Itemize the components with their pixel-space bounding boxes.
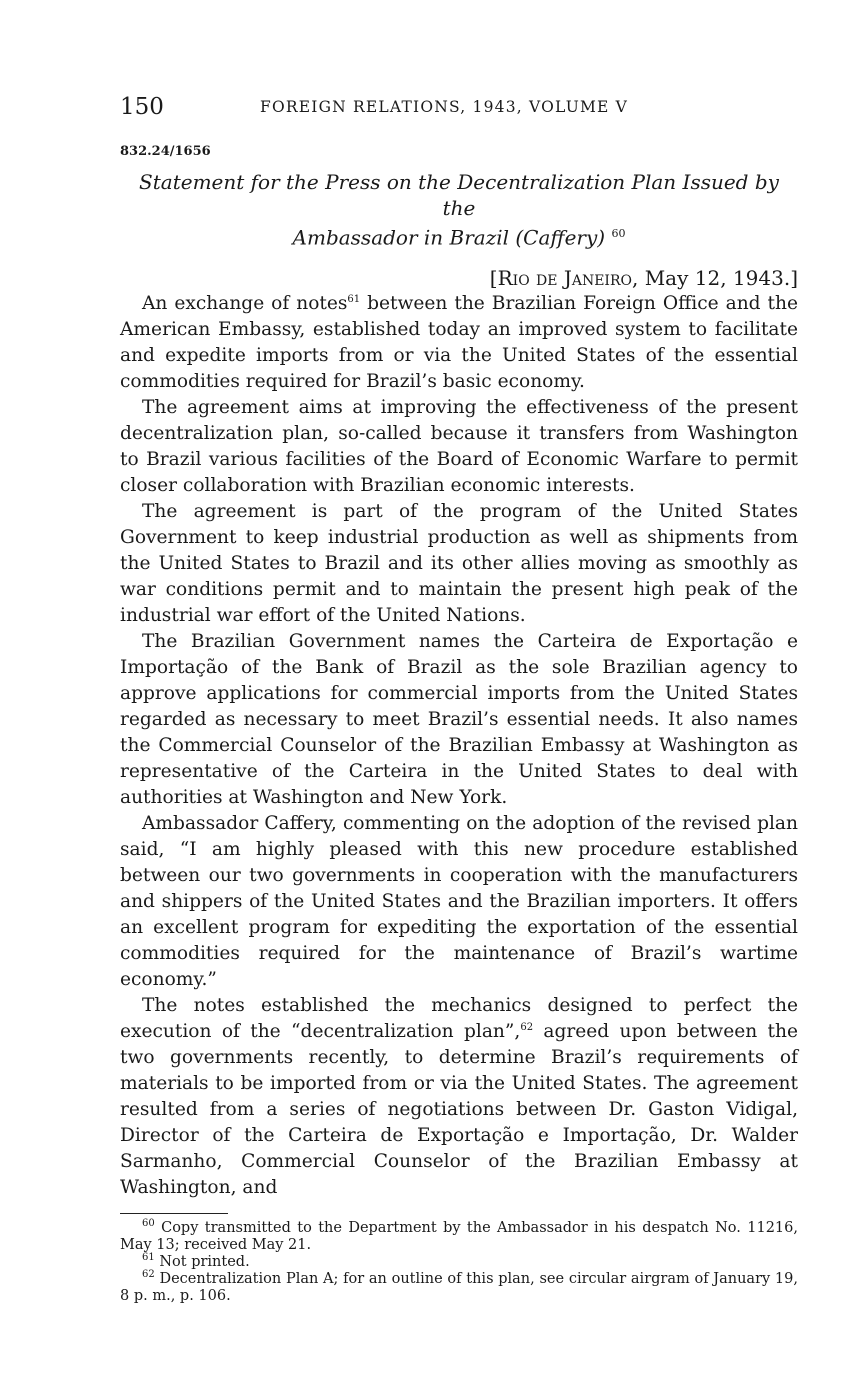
page-header [120, 92, 798, 122]
footnote-number: 62 [142, 1268, 155, 1280]
footnote-ref: 60 [611, 227, 626, 240]
footnote-number: 60 [142, 1217, 155, 1229]
document-title [120, 169, 798, 251]
footnote: $^{60}$ Copy transmitted to the Department by the Ambassador in his despatch No. 11216, May 13; received May 21. [120, 1217, 798, 1253]
paragraph: The agreement is part of the program of the United States Government to keep industrial production as well as shipments from the United States to Brazil and its other allies moving as smoothly as war conditions permit and to maintain the present high peak of the industrial war effort of the United Nations. [120, 500, 798, 626]
paragraph: Ambassador Caffery, commenting on the adoption of the revised plan said, “I am highly pleased with this new procedure established between our two governments in cooperation with the manufacturers and shippers of the United States and the Brazilian importers. It offers an excellent program for expediting the exportation of the essential commodities required for the maintenance of Brazil’s wartime economy.” [120, 812, 798, 990]
paragraph: An exchange of notes$^{61}$ between the Brazilian Foreign Office and the American Embassy, established today an improved system to facilitate and expedite imports from or via the United States of the essential commodities required for Brazil’s basic economy. [120, 292, 799, 392]
footnote-ref: 61 [347, 293, 361, 305]
document-page [120, 92, 798, 1305]
title-line-1: Statement for the Press on the Decentralization Plan Issued by the [139, 170, 779, 220]
dateline: [Rio de Janeiro, May 12, 1943.] [489, 265, 798, 290]
title-line-2-wrap [120, 221, 798, 251]
paragraph: The notes established the mechanics designed to perfect the execution of the “decentralization plan”,$^{62}$ agreed upon between the two governments recently, to determine Brazil’s requirements of materials to be imported from or via the United States. The agreement resulted from a series of negotiations between Dr. Gaston Vidigal, Director of the Carteira de Exportação e Importação, Dr. Walder Sarmanho, Commercial Counselor of the Brazilian Embassy at Washington, and [120, 994, 798, 1198]
footnote: $^{61}$ Not printed. [142, 1251, 250, 1270]
running-title: FOREIGN RELATIONS, 1943, VOLUME V [260, 98, 629, 116]
footnote-divider [120, 1213, 228, 1214]
paragraph: The agreement aims at improving the effectiveness of the present decentralization plan, so-called because it transfers from Washington to Brazil various facilities of the Board of Economic Warfare to permit closer collaboration with Brazilian economic interests. [120, 396, 798, 496]
dateline-place: Rio de Janeiro, [497, 265, 639, 290]
dateline-date: May 12, 1943. [644, 265, 791, 290]
file-number: 832.24/1656 [120, 144, 211, 159]
footnote-number: 61 [142, 1251, 155, 1263]
footnote: $^{62}$ Decentralization Plan A; for an outline of this plan, see circular airgram of January 19, 8 p. m., p. 106. [120, 1268, 798, 1304]
footnote-ref: 62 [520, 1021, 534, 1033]
page-number: 150 [120, 94, 164, 120]
title-line-2: Ambassador in Brazil (Caffery) [292, 225, 606, 250]
paragraph: The Brazilian Government names the Carteira de Exportação e Importação of the Bank of Brazil as the sole Brazilian agency to approve applications for commercial imports from the United States regarded as necessary to meet Brazil’s essential needs. It also names the Commercial Counselor of the Brazilian Embassy at Washington as representative of the Carteira in the United States to deal with authorities at Washington and New York. [120, 630, 798, 808]
